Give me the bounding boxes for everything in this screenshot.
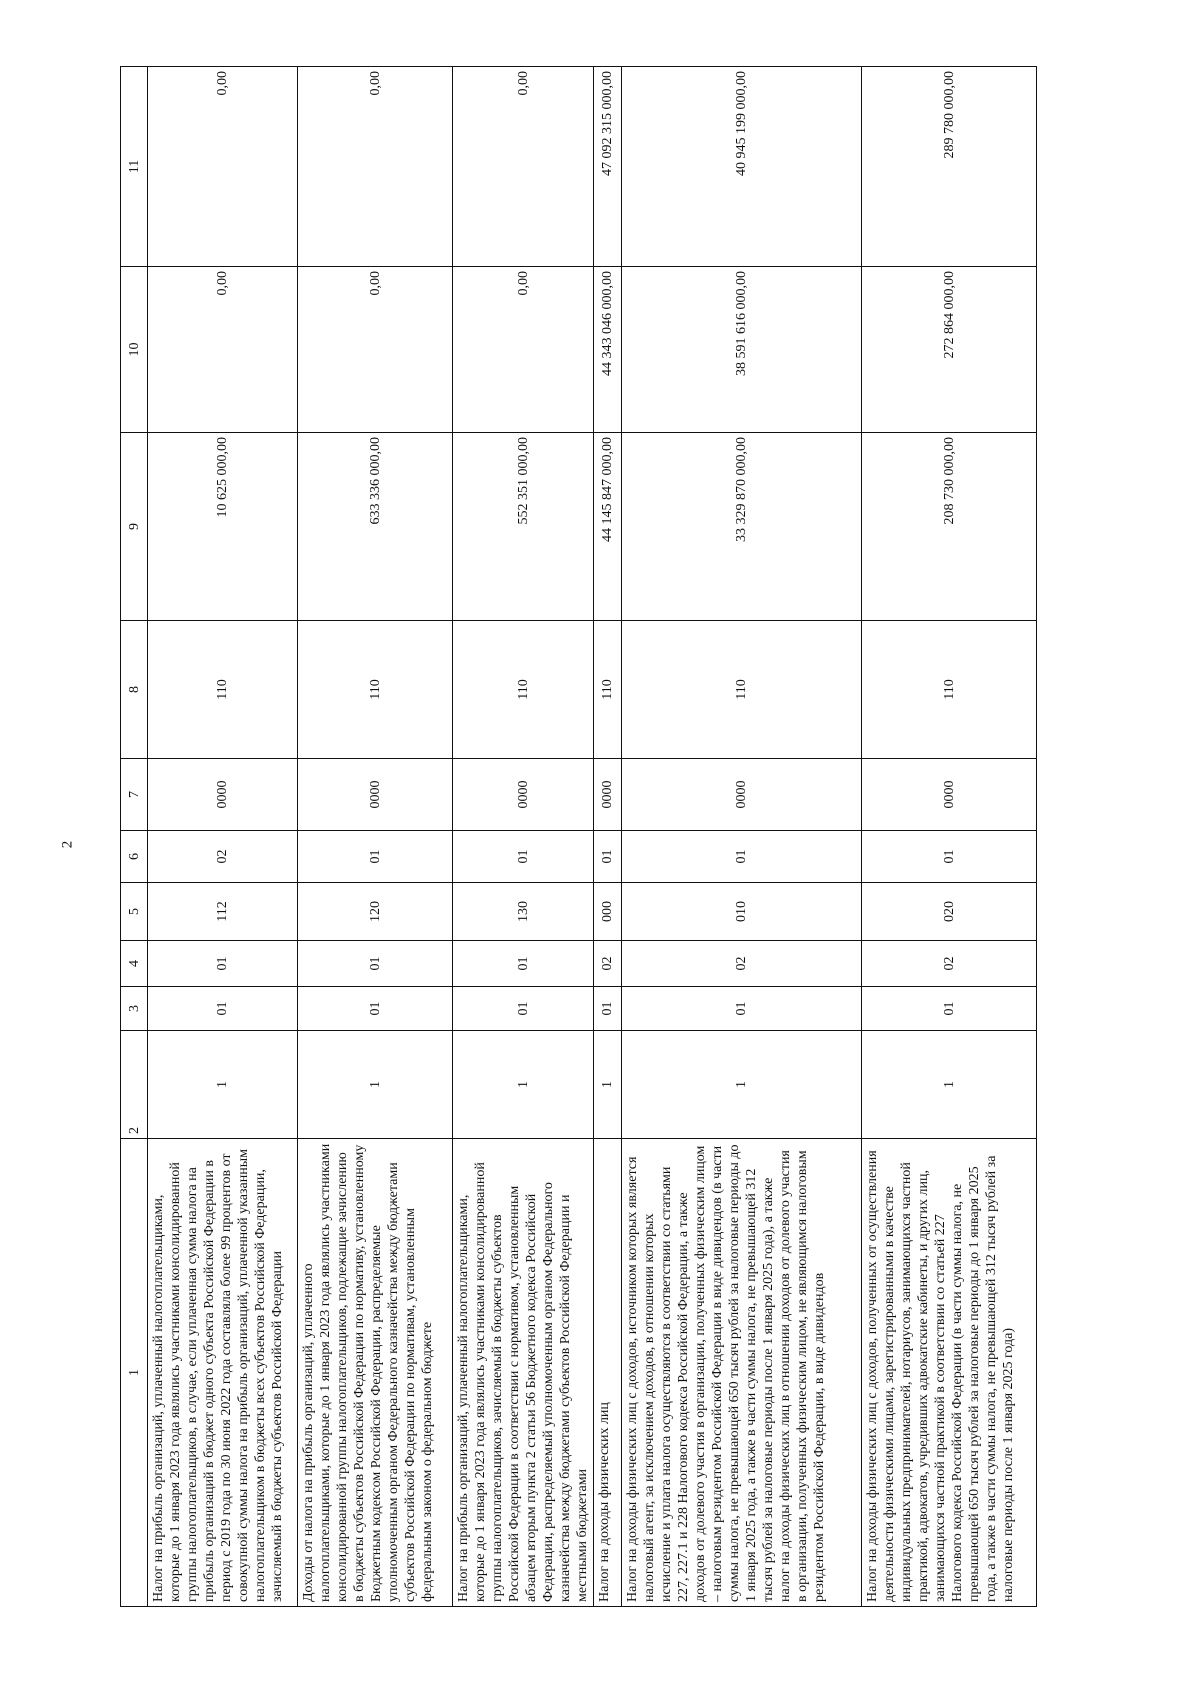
amount-cell: 0,00 <box>453 267 594 433</box>
code-cell: 110 <box>148 621 298 759</box>
code-cell: 01 <box>453 831 594 883</box>
code-cell: 1 <box>148 1031 298 1139</box>
amount-cell: 0,00 <box>148 267 298 433</box>
code-cell: 110 <box>453 621 594 759</box>
column-header: 2 <box>121 1031 148 1139</box>
amount-cell: 10 625 000,00 <box>148 433 298 621</box>
column-header: 11 <box>121 67 148 267</box>
code-cell: 01 <box>862 831 1037 883</box>
code-cell: 01 <box>622 831 862 883</box>
code-cell: 110 <box>862 621 1037 759</box>
code-cell: 112 <box>148 883 298 941</box>
code-cell: 110 <box>298 621 453 759</box>
amount-cell: 44 145 847 000,00 <box>594 433 622 621</box>
column-header: 8 <box>121 621 148 759</box>
code-cell: 120 <box>298 883 453 941</box>
amount-cell: 0,00 <box>148 67 298 267</box>
row-description: Налог на прибыль организаций, уплаченный налогоплательщиками, которые до 1 января 2023 года являлись участниками консолидированной группы налогоплательщиков, зачисляемый в бюджеты субъектов Российской Федерации в соответствии с нормативом, установленным абзацем вторым пункта 2 статьи 56 Бюджетного кодекса Российской Федерации, распределяемый уполномоченным органом Федерального казначейства между бюджетами субъектов Российской Федерации и местными бюджетами <box>453 1139 594 1607</box>
code-cell: 02 <box>622 941 862 987</box>
amount-cell: 633 336 000,00 <box>298 433 453 621</box>
code-cell: 02 <box>862 941 1037 987</box>
code-cell: 02 <box>594 941 622 987</box>
code-cell: 110 <box>594 621 622 759</box>
code-cell: 01 <box>148 987 298 1031</box>
code-cell: 130 <box>453 883 594 941</box>
table-row <box>594 67 622 1607</box>
table-row <box>148 67 298 1607</box>
code-cell: 01 <box>298 831 453 883</box>
table-row <box>453 67 594 1607</box>
code-cell: 01 <box>453 987 594 1031</box>
code-cell: 01 <box>594 987 622 1031</box>
code-cell: 01 <box>298 941 453 987</box>
amount-cell: 272 864 000,00 <box>862 267 1037 433</box>
page-number: 2 <box>59 840 76 849</box>
code-cell: 01 <box>862 987 1037 1031</box>
table-row <box>298 67 453 1607</box>
amount-cell: 44 343 046 000,00 <box>594 267 622 433</box>
code-cell: 0000 <box>453 759 594 831</box>
column-header: 6 <box>121 831 148 883</box>
code-cell: 1 <box>453 1031 594 1139</box>
row-description: Доходы от налога на прибыль организаций, уплаченного налогоплательщиками, которые до 1 января 2023 года являлись участниками консолидированной группы налогоплательщиков, подлежащие зачислению в бюджеты субъектов Российской Федерации по нормативу, установленному Бюджетным кодексом Российской Федерации, распределяемые уполномоченным органом Федерального казначейства между бюджетами субъектов Российской Федерации по нормативам, установленным федеральным законом о федеральном бюджете <box>298 1139 453 1607</box>
code-cell: 0000 <box>862 759 1037 831</box>
amount-cell: 0,00 <box>453 67 594 267</box>
column-header: 1 <box>121 1139 148 1607</box>
column-header: 10 <box>121 267 148 433</box>
column-header: 3 <box>121 987 148 1031</box>
column-header: 5 <box>121 883 148 941</box>
code-cell: 1 <box>298 1031 453 1139</box>
row-description: Налог на доходы физических лиц <box>594 1139 622 1607</box>
code-cell: 1 <box>594 1031 622 1139</box>
code-cell: 02 <box>148 831 298 883</box>
code-cell: 0000 <box>594 759 622 831</box>
table-row <box>862 67 1037 1607</box>
amount-cell: 289 780 000,00 <box>862 67 1037 267</box>
table-row <box>622 67 862 1607</box>
code-cell: 000 <box>594 883 622 941</box>
code-cell: 01 <box>148 941 298 987</box>
code-cell: 0000 <box>148 759 298 831</box>
column-header: 4 <box>121 941 148 987</box>
amount-cell: 47 092 315 000,00 <box>594 67 622 267</box>
code-cell: 010 <box>622 883 862 941</box>
budget-table-container <box>120 67 1120 1607</box>
code-cell: 01 <box>453 941 594 987</box>
amount-cell: 40 945 199 000,00 <box>622 67 862 267</box>
code-cell: 1 <box>622 1031 862 1139</box>
amount-cell: 33 329 870 000,00 <box>622 433 862 621</box>
amount-cell: 552 351 000,00 <box>453 433 594 621</box>
code-cell: 1 <box>862 1031 1037 1139</box>
amount-cell: 0,00 <box>298 267 453 433</box>
column-header: 7 <box>121 759 148 831</box>
code-cell: 020 <box>862 883 1037 941</box>
amount-cell: 38 591 616 000,00 <box>622 267 862 433</box>
column-header: 9 <box>121 433 148 621</box>
code-cell: 01 <box>298 987 453 1031</box>
column-number-row <box>121 67 148 1607</box>
budget-table <box>120 66 1037 1607</box>
code-cell: 0000 <box>298 759 453 831</box>
code-cell: 01 <box>594 831 622 883</box>
code-cell: 0000 <box>622 759 862 831</box>
amount-cell: 0,00 <box>298 67 453 267</box>
row-description: Налог на доходы физических лиц с доходов, источником которых является налоговый агент, за исключением доходов, в отношении которых исчисление и уплата налога осуществляются в соответствии со статьями 227, 227.1 и 228 Налогового кодекса Российской Федерации, а также доходов от долевого участия в организации, полученных физическим лицом – налоговым резидентом Российской Федерации в виде дивидендов (в части суммы налога, не превышающей 650 тысяч рублей за налоговые периоды до 1 января 2025 года, а также в части суммы налога, не превышающей 312 тысяч рублей за налоговые периоды после 1 января 2025 года), а также налог на доходы физических лиц в отношении доходов от долевого участия в организации, полученных физическим лицом, не являющимся налоговым резидентом Российской Федерации, в виде дивидендов <box>622 1139 862 1607</box>
code-cell: 01 <box>622 987 862 1031</box>
row-description: Налог на прибыль организаций, уплаченный налогоплательщиками, которые до 1 января 2023 года являлись участниками консолидированной группы налогоплательщиков, в случае, если уплаченная сумма налога на прибыль организаций в бюджет одного субъекта Российской Федерации в период с 2019 года по 30 июня 2022 года составляла более 99 процентов от совокупной суммы налога на прибыль организаций, уплаченной указанным налогоплательщиком в бюджеты всех субъектов Российской Федерации, зачисляемый в бюджеты субъектов Российской Федерации <box>148 1139 298 1607</box>
code-cell: 110 <box>622 621 862 759</box>
row-description: Налог на доходы физических лиц с доходов, полученных от осуществления деятельности физическими лицами, зарегистрированными в качестве индивидуальных предпринимателей, нотариусов, занимающихся частной практикой, адвокатов, учредивших адвокатские кабинеты, и других лиц, занимающихся частной практикой в соответствии со статьей 227 Налогового кодекса Российской Федерации (в части суммы налога, не превышающей 650 тысяч рублей за налоговые периоды до 1 января 2025 года, а также в части суммы налога, не превышающей 312 тысяч рублей за налоговые периоды после 1 января 2025 года) <box>862 1139 1037 1607</box>
amount-cell: 208 730 000,00 <box>862 433 1037 621</box>
